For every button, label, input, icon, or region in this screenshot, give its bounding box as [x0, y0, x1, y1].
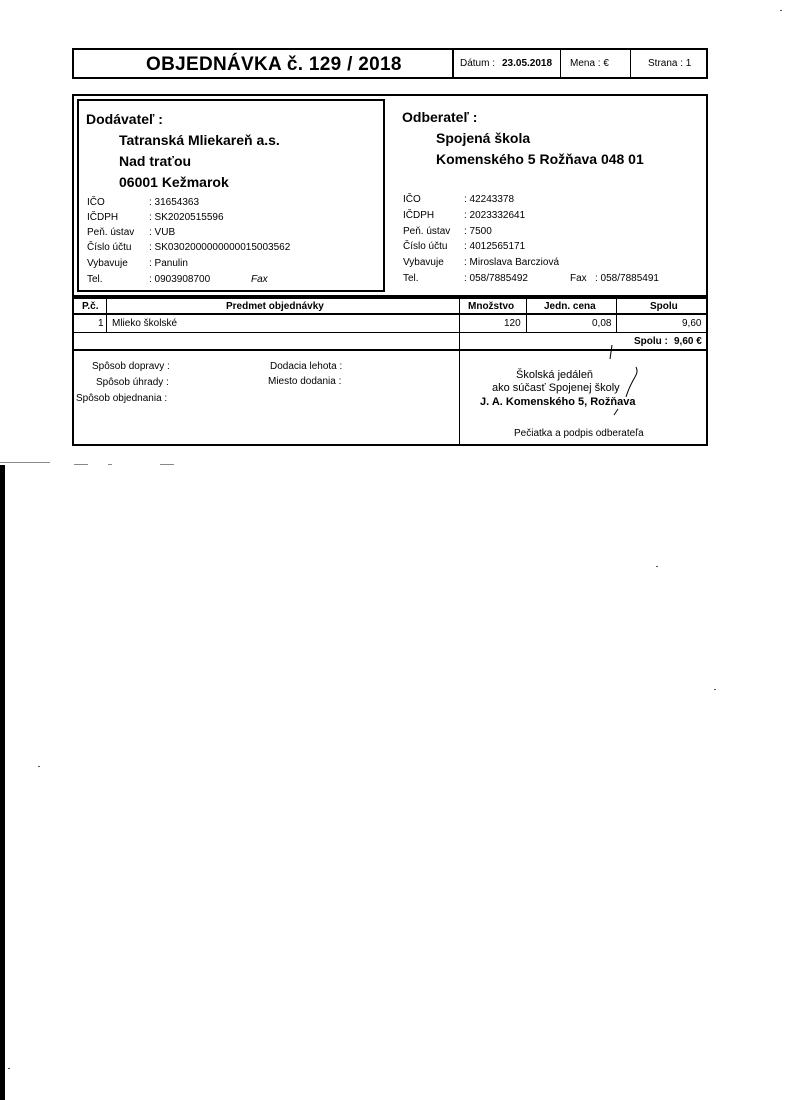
supplier-account-value: : SK0302000000000015003562 — [149, 242, 291, 253]
scan-line — [74, 464, 88, 465]
customer-bank-label: Peň. ústav — [403, 226, 451, 237]
supplier-contact-value: : Panulin — [149, 258, 188, 269]
delivery-time-label: Dodacia lehota : — [270, 361, 343, 372]
supplier-account-label: Číslo účtu — [87, 242, 132, 253]
customer-icdph-label: IČDPH — [403, 210, 435, 221]
row-total: 9,60 — [682, 318, 702, 329]
customer-address: Komenského 5 Rožňava 048 01 — [436, 151, 644, 167]
table-row — [74, 315, 706, 332]
customer-heading: Odberateľ : — [402, 109, 478, 125]
supplier-bank-label: Peň. ústav — [87, 227, 135, 238]
row-qty: 120 — [504, 318, 521, 329]
items-box — [72, 297, 708, 446]
signature-scribble — [574, 337, 664, 417]
payment-label: Spôsob úhrady : — [96, 377, 169, 388]
col-header-total: Spolu — [650, 301, 678, 312]
customer-name: Spojená škola — [436, 130, 531, 146]
customer-ico-value: : 42243378 — [464, 194, 515, 205]
customer-contact-label: Vybavuje — [403, 257, 444, 268]
customer-tel-label: Tel. — [403, 273, 419, 284]
scan-line — [108, 464, 112, 465]
date-value: 23.05.2018 — [502, 58, 553, 69]
supplier-tel-value: : 0903908700 — [149, 274, 211, 285]
supplier-fax-label: Fax — [251, 274, 268, 285]
customer-account-value: : 4012565171 — [464, 241, 526, 252]
supplier-ico-label: IČO — [87, 197, 105, 208]
header-bar — [72, 48, 708, 79]
total-label: Spolu : — [634, 336, 668, 347]
order-title: OBJEDNÁVKA č. 129 / 2018 — [146, 54, 402, 75]
supplier-icdph-label: IČDPH — [87, 212, 119, 223]
stamp-line-2: ako súčasť Spojenej školy — [492, 382, 620, 394]
scan-speck — [780, 10, 782, 11]
customer-account-label: Číslo účtu — [403, 241, 448, 252]
row-item: Mlieko školské — [112, 318, 178, 329]
supplier-name: Tatranská Mliekareň a.s. — [119, 132, 280, 148]
customer-tel-value: : 058/7885492 — [464, 273, 528, 284]
customer-section — [395, 101, 705, 291]
transport-label: Spôsob dopravy : — [92, 361, 170, 372]
scan-line — [160, 464, 174, 465]
stamp-line-3: J. A. Komenského 5, Rožňava — [480, 396, 636, 408]
supplier-heading: Dodávateľ : — [86, 111, 163, 127]
col-header-no: P.č. — [82, 301, 99, 312]
supplier-ico-value: : 31654363 — [149, 197, 200, 208]
scan-speck — [38, 766, 40, 767]
scan-speck — [714, 689, 716, 690]
customer-fax-label: Fax — [570, 273, 587, 284]
col-header-qty: Množstvo — [468, 301, 515, 312]
scan-line — [0, 462, 50, 463]
supplier-box — [77, 99, 385, 292]
total-value: 9,60 € — [674, 336, 702, 347]
signature-label: Pečiatka a podpis odberateľa — [514, 428, 644, 439]
order-method-label: Spôsob objednania : — [76, 393, 168, 404]
delivery-place-label: Miesto dodania : — [268, 376, 342, 387]
supplier-street: Nad traťou — [119, 153, 192, 169]
row-no: 1 — [98, 318, 104, 329]
customer-bank-value: : 7500 — [464, 226, 492, 237]
supplier-city: 06001 Kežmarok — [119, 174, 229, 190]
row-unit: 0,08 — [592, 318, 612, 329]
supplier-bank-value: : VUB — [149, 227, 176, 238]
stamp-line-1: Školská jedáleň — [516, 369, 594, 381]
currency: Mena : € — [570, 58, 609, 69]
supplier-icdph-value: : SK2020515596 — [149, 212, 224, 223]
customer-contact-value: : Miroslava Barcziová — [464, 257, 560, 268]
date-label: Dátum : — [460, 58, 496, 69]
scan-left-edge — [0, 465, 5, 1100]
customer-icdph-value: : 2023332641 — [464, 210, 526, 221]
col-header-item: Predmet objednávky — [226, 301, 324, 312]
customer-fax-value: : 058/7885491 — [595, 273, 659, 284]
scan-speck — [8, 1068, 10, 1069]
supplier-contact-label: Vybavuje — [87, 258, 128, 269]
scan-speck — [656, 566, 658, 567]
supplier-tel-label: Tel. — [87, 274, 103, 285]
customer-ico-label: IČO — [403, 194, 421, 205]
col-header-unit: Jedn. cena — [544, 301, 596, 312]
page-number: Strana : 1 — [648, 58, 692, 69]
